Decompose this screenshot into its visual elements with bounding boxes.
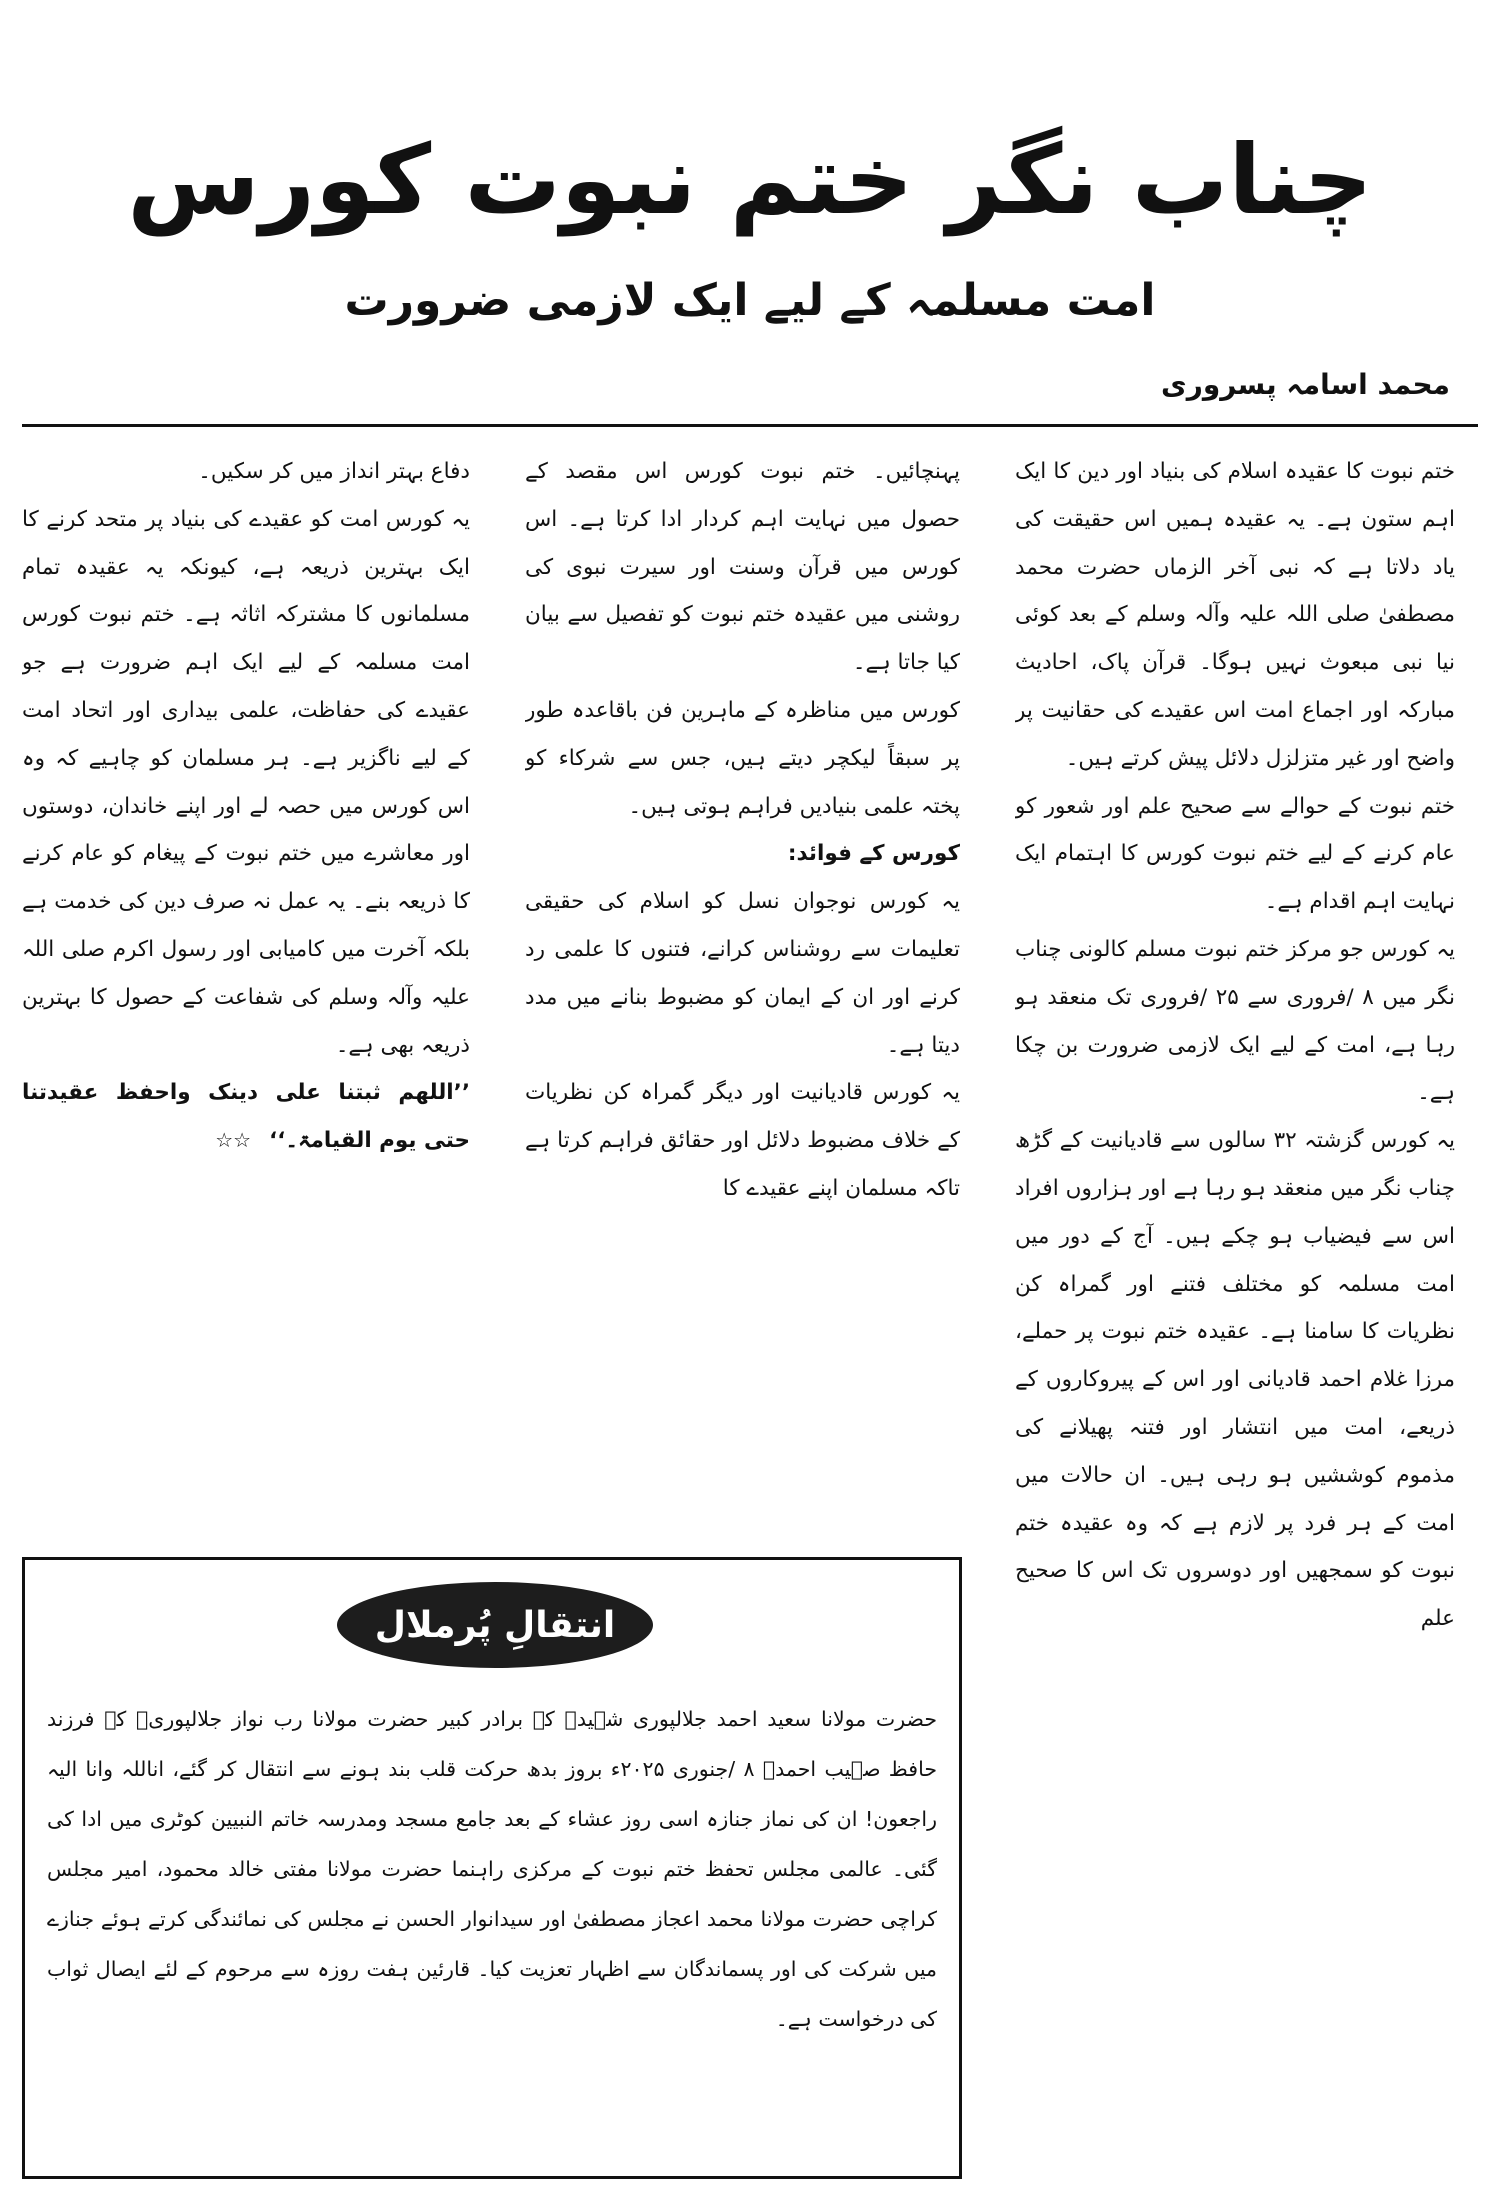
paragraph: یہ کورس جو مرکز ختم نبوت مسلم کالونی چناب نگر میں ۸ /فروری سے ۲۵ /فروری تک منعقد ہو رہا ہے، امت کے لیے ایک لازمی ضرورت بن چکا ہے۔ <box>1015 936 1455 1106</box>
star-icon: ☆☆ <box>215 1128 252 1153</box>
author-name: محمد اسامہ پسروری <box>1161 368 1450 401</box>
obituary-box <box>22 1557 962 2179</box>
obituary-text: حضرت مولانا سعید احمد جلالپوری شہیدؒ کے برادر کبیر حضرت مولانا رب نواز جلالپوریؒ کے فرزند حافظ صہیب احمدؒ ۸ /جنوری ۲۰۲۵ء بروز بدھ حرکت قلب بند ہونے سے انتقال کر گئے، اناللہ وانا الیہ راجعون! ان کی نماز جنازہ اسی روز عشاء کے بعد جامع مسجد ومدرسہ خاتم النبیین کوٹری میں ادا کی گئی۔ عالمی مجلس تحفظ ختم نبوت کے مرکزی راہنما حضرت مولانا مفتی خالد محمود، امیر مجلس کراچی حضرت مولانا محمد اعجاز مصطفیٰ اور سیدانوار الحسن نے مجلس کی نمائندگی کرتے ہوئے جنازے میں شرکت کی اور پسماندگان سے اظہار تعزیت کیا۔ قارئین ہفت روزہ سے مرحوم کے لئے ایصال ثواب کی درخواست ہے۔ <box>47 1707 937 2031</box>
section-heading: کورس کے فوائد: <box>787 841 960 867</box>
paragraph: یہ کورس نوجوان نسل کو اسلام کی حقیقی تعلیمات سے روشناس کرانے، فتنوں کا علمی رد کرنے اور ان کے ایمان کو مضبوط بنانے میں مدد دیتا ہے۔ <box>525 889 960 1058</box>
article-column-2 <box>525 448 960 1518</box>
paragraph: کورس میں مناظرہ کے ماہرین فن باقاعدہ طور پر سبقاً لیکچر دیتے ہیں، جس سے شرکاء کو پختہ علمی بنیادیں فراہم ہوتی ہیں۔ <box>525 697 960 819</box>
page-title: چناب نگر ختم نبوت کورس <box>127 124 1373 236</box>
header-rule <box>22 424 1478 427</box>
paragraph: دفاع بہتر انداز میں کر سکیں۔ <box>198 459 470 484</box>
paragraph: ختم نبوت کے حوالے سے صحیح علم اور شعور کو عام کرنے کے لیے ختم نبوت کورس کا اہتمام ایک نہایت اہم اقدام ہے۔ <box>1015 793 1455 915</box>
paragraph: یہ کورس امت کو عقیدے کی بنیاد پر متحد کرنے کا ایک بہترین ذریعہ ہے، کیونکہ یہ عقیدہ تمام مسلمانوں کا مشترکہ اثاثہ ہے۔ ختم نبوت کورس امت مسلمہ کے لیے ایک اہم ضرورت ہے جو عقیدے کی حفاظت، علمی بیداری اور اتحاد امت کے لیے ناگزیر ہے۔ ہر مسلمان کو چاہیے کہ وہ اس کورس میں حصہ لے اور اپنے خاندان، دوستوں اور معاشرے میں ختم نبوت کے پیغام کو عام کرنے کا ذریعہ بنے۔ یہ عمل نہ صرف دین کی خدمت ہے بلکہ آخرت میں کامیابی اور رسول اکرم صلی اللہ علیہ وآلہ وسلم کی شفاعت کے حصول کا بہترین ذریعہ بھی ہے۔ <box>22 506 470 1058</box>
obituary-title: انتقالِ پُرملال <box>337 1582 653 1668</box>
article-column-1 <box>1015 448 1455 2180</box>
article-column-3 <box>22 448 470 1518</box>
closing-prayer <box>22 1069 470 1165</box>
paragraph: یہ کورس گزشتہ ۳۲ سالوں سے قادیانیت کے گڑھ چناب نگر میں منعقد ہو رہا ہے اور ہزاروں افراد اس سے فیضیاب ہو چکے ہیں۔ آج کے دور میں امت مسلمہ کو مختلف فتنے اور گمراہ کن نظریات کا سامنا ہے۔ عقیدہ ختم نبوت پر حملے، مرزا غلام احمد قادیانی اور اس کے پیروکاروں کے ذریعے، امت میں انتشار اور فتنہ پھیلانے کی مذموم کوششیں ہو رہی ہیں۔ ان حالات میں امت کے ہر فرد پر لازم ہے کہ وہ عقیدہ ختم نبوت کو سمجھیں اور دوسروں تک اس کا صحیح علم <box>1015 1128 1455 1632</box>
prayer-text: ’’اللھم ثبتنا علی دینک واحفظ عقیدتنا حتی یوم القیامۃ۔‘‘ <box>22 1080 470 1154</box>
paragraph: ختم نبوت کا عقیدہ اسلام کی بنیاد اور دین کا ایک اہم ستون ہے۔ یہ عقیدہ ہمیں اس حقیقت کی یاد دلاتا ہے کہ نبی آخر الزماں حضرت محمد مصطفیٰ صلی اللہ علیہ وآلہ وسلم کے بعد کوئی نیا نبی مبعوث نہیں ہوگا۔ قرآن پاک، احادیث مبارکہ اور اجماع امت اس عقیدے کی حقانیت پر واضح اور غیر متزلزل دلائل پیش کرتے ہیں۔ <box>1015 459 1455 771</box>
paragraph: یہ کورس قادیانیت اور دیگر گمراہ کن نظریات کے خلاف مضبوط دلائل اور حقائق فراہم کرتا ہے تاکہ مسلمان اپنے عقیدے کا <box>525 1080 960 1201</box>
paragraph: پہنچائیں۔ ختم نبوت کورس اس مقصد کے حصول میں نہایت اہم کردار ادا کرتا ہے۔ اس کورس میں قرآن وسنت اور سیرت نبوی کی روشنی میں عقیدہ ختم نبوت کو تفصیل سے بیان کیا جاتا ہے۔ <box>525 459 960 676</box>
page-subtitle: امت مسلمہ کے لیے ایک لازمی ضرورت <box>344 275 1156 326</box>
